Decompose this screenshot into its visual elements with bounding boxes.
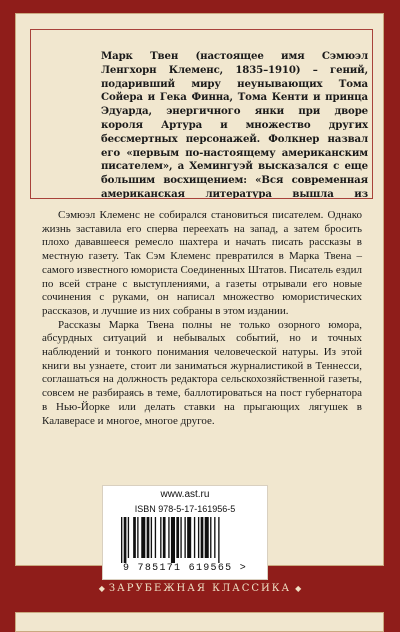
isbn-label: ISBN 978-5-17-161956-5 [134,504,236,514]
back-cover-panel [15,13,384,566]
series-title [0,583,400,594]
diamond-ornament-left-icon: ◆ [98,584,105,593]
barcode-digits: 9 785171 619565 > [122,563,248,574]
description-paragraph-2: Рассказы Марка Твена полны не только озорного юмора, абсурдных ситуаций и небывалых событий, но и точных наблюдений и тонкого понимания человеческой натуры. Из этой книги вы узнаете, стоит ли заниматься журналистикой в Теннесси, соглашаться на должность редактора сельскохозяйственной газеты, совсем не разбираясь в теме, баллотироваться на пост губернатора в Нью-Йорке или делать ставки на прыгающих лягушек в Калаверасе и многое, многое другое. [42,318,362,427]
book-description [42,209,362,428]
series-label: ЗАРУБЕЖНАЯ КЛАССИКА [108,583,292,594]
barcode-block [102,485,268,580]
description-paragraph-1: Сэмюэл Клеменс не собирался становиться писателем. Однако жизнь заставила его сперва переехать на запад, а затем бросить плохо дававшееся ремесло шахтера и начать писать рассказы в местную газету. Так Сэм Клеменс превратился в Марка Твена – самого известного юмориста Соединенных Штатов. Писатель ездил по всей стране с выступлениями, а газеты отрывали его новые сочинения с руками, он написал множество юмористических рассказов, и лучшие из них собраны в этом издании. [42,209,362,317]
barcode-bars [121,517,253,563]
bottom-band [15,612,384,632]
publisher-website: www.ast.ru [160,489,210,500]
author-annotation: Марк Твен (настоящее имя Сэмюэл Ленгхорн Клеменс, 1835–1910) – гений, подаривший миру неунывающих Тома Сойера и Гека Финна, Тома Кенти и принца Эдуарда, энергичного янки при дворе короля Артура и множество других бессмертных персонажей. Фолкнер назвал его «первым по-настоящему американским писателем», а Хемингуэй высказался с еще большим восхищением: «Вся современная американская литература вышла из [101,50,368,199]
diamond-ornament-right-icon: ◆ [295,584,302,593]
annotation-frame [30,29,373,199]
